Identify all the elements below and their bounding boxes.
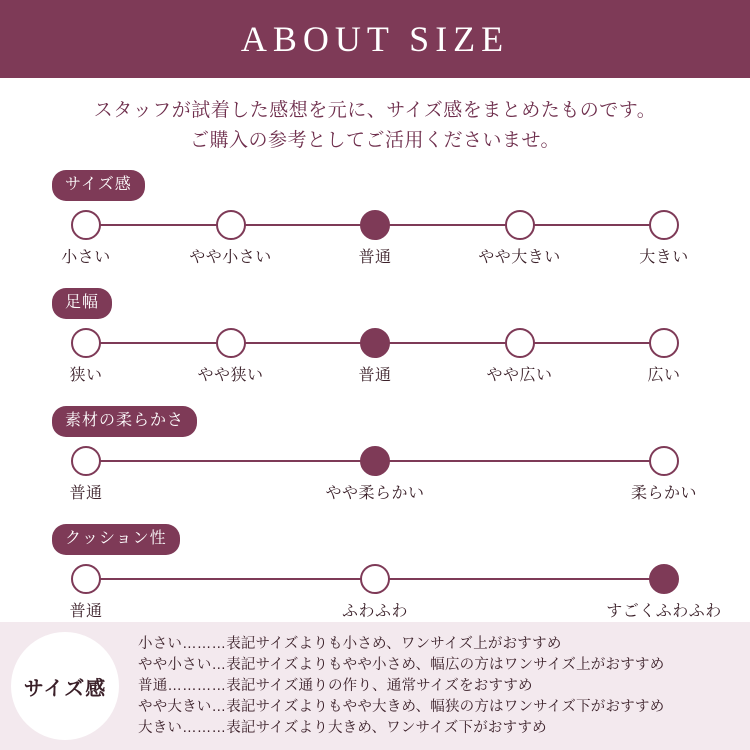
- intro-line-1: スタッフが試着した感想を元に、サイズ感をまとめたものです。: [93, 100, 657, 121]
- legend-badge: [0, 632, 128, 740]
- scale-tick-label: やや狭い: [197, 367, 264, 384]
- scale-list: [0, 162, 750, 624]
- scale-tick-labels: [69, 480, 698, 506]
- scale-tick-label: ふわふわ: [341, 603, 409, 620]
- scale-tick-labels: [69, 362, 681, 388]
- legend-row: やや小さい…表記サイズよりもやや小さめ、幅広の方はワンサイズ上がおすすめ: [138, 656, 665, 673]
- scale-track: [86, 328, 664, 358]
- page-title: ABOUT SIZE: [240, 19, 510, 59]
- scale-tick-label: 狭い: [69, 367, 103, 384]
- scale-tick-label: やや小さい: [189, 249, 272, 266]
- legend-rows: [128, 630, 750, 743]
- scale-row: [0, 170, 750, 270]
- scale-node[interactable]: [71, 328, 101, 358]
- scale-tick-label: やや広い: [486, 367, 553, 384]
- scale-tick-label: やや柔らかい: [325, 485, 425, 502]
- scale-tick-label: 普通: [69, 485, 103, 502]
- scale-node[interactable]: [649, 210, 679, 240]
- scale-tick-label: 広い: [647, 367, 681, 384]
- scale-label: サイズ感: [52, 170, 145, 201]
- scale-node-selected[interactable]: [649, 564, 679, 594]
- scale-tick-label: 普通: [358, 367, 392, 384]
- scale-node-selected[interactable]: [360, 210, 390, 240]
- scale-tick-label: 大きい: [639, 249, 689, 266]
- scale-tick-label: 柔らかい: [630, 485, 698, 502]
- scale-node[interactable]: [71, 446, 101, 476]
- scale-node[interactable]: [216, 210, 246, 240]
- scale-track: [86, 446, 664, 476]
- scale-tick-label: 普通: [69, 603, 103, 620]
- scale-track: [86, 210, 664, 240]
- legend-row: やや大きい…表記サイズよりもやや大きめ、幅狭の方はワンサイズ下がおすすめ: [138, 698, 665, 715]
- legend-panel: [0, 622, 750, 750]
- scale-row: [0, 524, 750, 624]
- header-banner: [0, 0, 750, 78]
- scale-node[interactable]: [71, 564, 101, 594]
- scale-tick-label: 普通: [358, 249, 392, 266]
- scale-node[interactable]: [360, 564, 390, 594]
- scale-node[interactable]: [505, 328, 535, 358]
- scale-node-selected[interactable]: [360, 446, 390, 476]
- scale-node-selected[interactable]: [360, 328, 390, 358]
- scale-node[interactable]: [649, 446, 679, 476]
- legend-badge-label: サイズ感: [23, 677, 107, 700]
- scale-node[interactable]: [216, 328, 246, 358]
- scale-label: 素材の柔らかさ: [52, 406, 197, 437]
- scale-node[interactable]: [71, 210, 101, 240]
- intro-text: [0, 78, 750, 162]
- scale-tick-label: やや大きい: [478, 249, 561, 266]
- scale-node[interactable]: [505, 210, 535, 240]
- scale-row: [0, 288, 750, 388]
- legend-row: 普通…………表記サイズ通りの作り、通常サイズをおすすめ: [138, 677, 533, 694]
- legend-row: 大きい………表記サイズより大きめ、ワンサイズ下がおすすめ: [138, 719, 547, 736]
- scale-tick-label: 小さい: [61, 249, 111, 266]
- scale-label: 足幅: [52, 288, 112, 319]
- legend-row: 小さい………表記サイズよりも小さめ、ワンサイズ上がおすすめ: [138, 635, 562, 652]
- legend-badge-circle: [11, 632, 119, 740]
- scale-node[interactable]: [649, 328, 679, 358]
- scale-label: クッション性: [52, 524, 180, 555]
- scale-row: [0, 406, 750, 506]
- scale-tick-labels: [69, 598, 722, 624]
- scale-track: [86, 564, 664, 594]
- scale-tick-label: すごくふわふわ: [606, 603, 722, 620]
- scale-tick-labels: [61, 244, 689, 270]
- intro-line-2: ご購入の参考としてご活用くださいませ。: [190, 130, 560, 151]
